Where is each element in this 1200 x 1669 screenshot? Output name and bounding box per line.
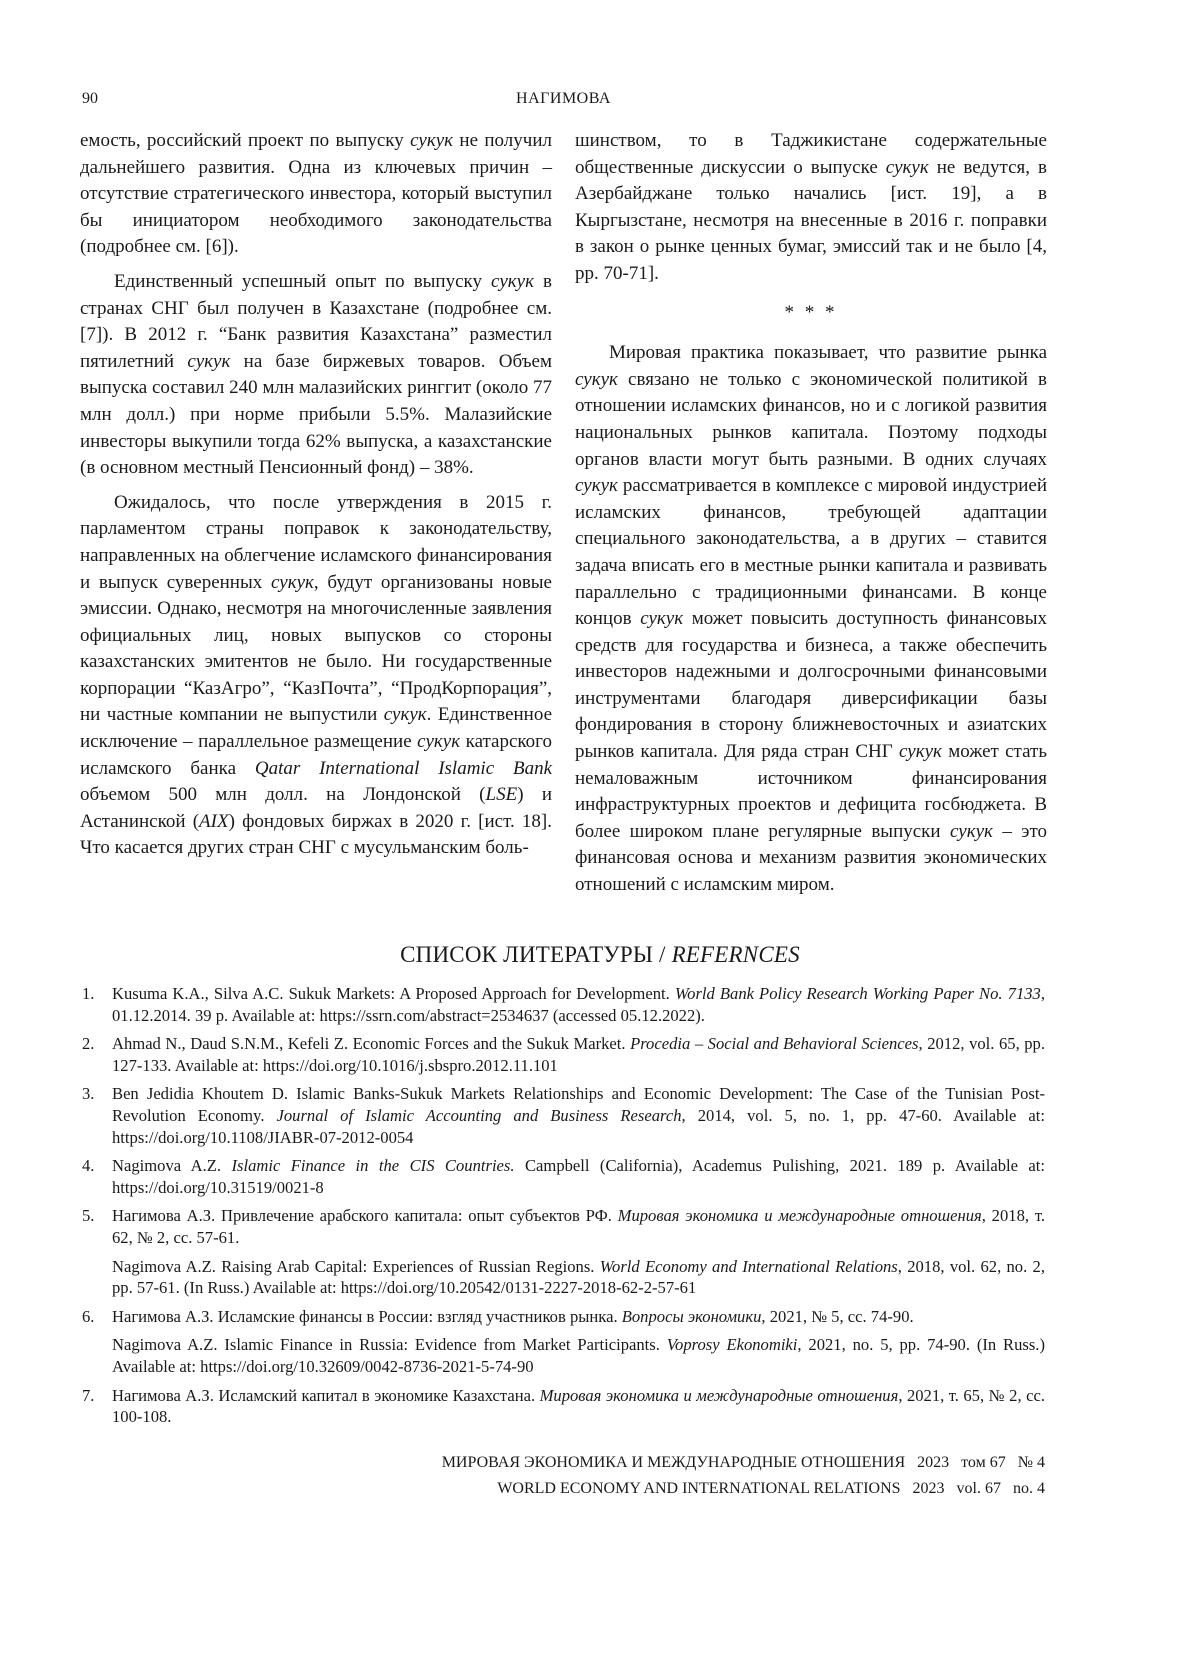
text-run: на базе биржевых товаров. Объем выпуска составил 240 млн малазийских ринггит (около 77 млн долл.) при норме прибыли 5.5%. Малазийские инвесторы выкупили тогда 62% выпуска, а казахстанские (в основном местный Пенсионный фонд) – 38%. (80, 351, 552, 478)
reference-item (82, 1083, 1045, 1148)
reference-item (82, 983, 1045, 1026)
text-run: Ben Jedidia Khoutem D. Islamic Banks-Sukuk Markets Relationships and Economic Development: The Case of the Tunisian Post-Revolution Economy. (112, 1084, 1045, 1125)
text-run: – это финансовая основа и механизм развития экономических отношений с исламским миром. (575, 821, 1047, 895)
italic-text: AIX (199, 811, 229, 832)
italic-text: сукук (575, 475, 618, 496)
text-run: Nagimova A.Z. Raising Arab Capital: Experiences of Russian Regions. (112, 1257, 600, 1276)
right-column-conclusion (575, 340, 1047, 898)
italic-text: сукук (491, 271, 534, 292)
text-run: рассматривается в комплексе с мировой индустрией исламских финансов, требующей адаптации специального законодательства, а в других – ставится задача вписать его в местные рынки капитала и развивать параллельно с традиционными финансами. В конце концов (575, 475, 1047, 629)
italic-text: Procedia – Social and Behavioral Sciences (630, 1034, 918, 1053)
italic-text: Мировая экономика и международные отношения (540, 1386, 899, 1405)
text-run: Нагимова А.З. Исламский капитал в экономике Казахстана. (112, 1386, 540, 1405)
reference-number: 6. (82, 1306, 94, 1328)
reference-item (82, 1306, 1045, 1328)
footer-journal-ru: МИРОВАЯ ЭКОНОМИКА И МЕЖДУНАРОДНЫЕ ОТНОШЕНИЯ 2023 том 67 № 4 (442, 1454, 1045, 1472)
italic-text: World Bank Policy Research Working Paper No. 7133 (675, 984, 1041, 1003)
italic-text: Мировая экономика и международные отношения (618, 1206, 982, 1225)
reference-item (82, 1385, 1045, 1428)
italic-text: сукук (640, 608, 683, 629)
italic-text: World Economy and International Relations (600, 1257, 898, 1276)
italic-text: сукук (950, 821, 993, 842)
text-run: ) и Астанинской ( (80, 784, 552, 832)
reference-item (82, 1334, 1045, 1377)
text-run: Ahmad N., Daud S.N.M., Kefeli Z. Economic Forces and the Sukuk Market. (112, 1034, 630, 1053)
text-run: . Единственное исключение – параллельное размещение (80, 704, 552, 752)
paragraph (80, 128, 552, 261)
italic-text: Qatar International Islamic Bank (255, 758, 552, 779)
text-run: , 2014, vol. 5, no. 1, pp. 47-60. Available at: https://doi.org/10.1108/JIABR-07-2012-0054 (112, 1106, 1045, 1147)
text-run: , 2021, no. 5, pp. 74-90. (In Russ.) Available at: https://doi.org/10.32609/0042-8736-2021-5-74-90 (112, 1335, 1045, 1376)
paragraph (575, 128, 1047, 288)
text-run: не получил дальнейшего развития. Одна из ключевых причин – отсутствие стратегического инвестора, который выступил бы инициатором необходимого законодательства (подробнее см. [6]). (80, 130, 552, 257)
italic-text: сукук (899, 741, 942, 762)
paragraph (80, 269, 552, 482)
text-run: Ожидалось, что после утверждения в 2015 г. парламентом страны поправок к законодательству, направленных на облегчение исламского финансирования и выпуск суверенных (80, 492, 552, 593)
text-run: , будут организованы новые эмиссии. Однако, несмотря на многочисленные заявления официальных лиц, новых выпусков со стороны казахстанских эмитентов не было. Ни государственные корпорации “КазАгро”, “КазПочта”, “ПродКорпорация”, ни частные компании не выпустили (80, 572, 552, 726)
reference-number: 7. (82, 1385, 94, 1407)
section-separator: * * * (575, 300, 1047, 327)
text-run: емость, российский проект по выпуску (80, 130, 410, 151)
text-run: , 2018, vol. 62, no. 2, pp. 57-61. (In Russ.) Available at: https://doi.org/10.20542/0131-2227-2018-62-2-57-61 (112, 1257, 1045, 1298)
reference-number: 5. (82, 1205, 94, 1227)
text-run: в странах СНГ был получен в Казахстане (подробнее см. [7]). В 2012 г. “Банк развития Казахстана” разместил пятилетний (80, 271, 552, 372)
right-column-top (575, 128, 1047, 288)
text-run: катарского исламского банка (80, 731, 552, 779)
text-run: Нагимова А.З. Исламские финансы в России: взгляд участников рынка. (112, 1307, 622, 1326)
text-run: , 2021, т. 65, № 2, сс. 100-108. (112, 1386, 1045, 1427)
reference-item (82, 1205, 1045, 1248)
italic-text: сукук (410, 130, 453, 151)
reference-item (82, 1155, 1045, 1198)
italic-text: сукук (575, 369, 618, 390)
text-run: ) фондовых биржах в 2020 г. [ист. 18]. Что касается других стран СНГ с мусульманским боль- (80, 811, 552, 859)
text-run: Nagimova A.Z. (112, 1156, 231, 1175)
text-run: может повысить доступность финансовых средств для государства и бизнеса, а также обеспечить инвесторов надежными и долгосрочными финансовыми инструментами благодаря диверсификации базы фондирования в сторону ближневосточных и азиатских рынков капитала. Для ряда стран СНГ (575, 608, 1047, 762)
italic-text: сукук (187, 351, 230, 372)
page-header (82, 90, 1045, 114)
footer-journal-en: WORLD ECONOMY AND INTERNATIONAL RELATIONS 2023 vol. 67 no. 4 (497, 1480, 1045, 1498)
italic-text: сукук (271, 572, 314, 593)
running-title: НАГИМОВА (82, 90, 1045, 108)
text-run: Нагимова А.З. Привлечение арабского капитала: опыт субъектов РФ. (112, 1206, 618, 1225)
reference-number: 3. (82, 1083, 94, 1105)
italic-text: Voprosy Ekonomiki (667, 1335, 798, 1354)
text-run: Kusuma K.A., Silva A.C. Sukuk Markets: A Proposed Approach for Development. (112, 984, 675, 1003)
italic-text: сукук (886, 157, 929, 178)
italic-text: LSE (486, 784, 518, 805)
references-list (82, 983, 1045, 1435)
text-run: Единственный успешный опыт по выпуску (114, 271, 491, 292)
reference-item (82, 1256, 1045, 1299)
paragraph (80, 490, 552, 862)
reference-item (82, 1033, 1045, 1076)
references-title-ru: СПИСОК ЛИТЕРАТУРЫ / (400, 942, 671, 967)
text-run: не ведутся, в Азербайджане только начались [ист. 19], а в Кыргызстане, несмотря на внесенные в 2016 г. поправки в закон о рынке ценных бумаг, эмиссий так и не было [4, pp. 70-71]. (575, 157, 1047, 284)
text-run: Nagimova A.Z. Islamic Finance in Russia: Evidence from Market Participants. (112, 1335, 667, 1354)
text-run: Мировая практика показывает, что развитие рынка (609, 342, 1047, 363)
italic-text: Journal of Islamic Accounting and Business Research (277, 1106, 682, 1125)
reference-number: 2. (82, 1033, 94, 1055)
references-title-en: REFERNCES (672, 942, 800, 967)
text-run: связано не только с экономической политикой в отношении исламских финансов, но и с логикой развития национальных рынков капитала. Поэтому подходы органов власти могут быть разными. В одних случаях (575, 369, 1047, 470)
left-column (80, 128, 552, 870)
reference-number: 4. (82, 1155, 94, 1177)
text-run: , 2012, vol. 65, pp. 127-133. Available at: https://doi.org/10.1016/j.sbspro.2012.11.101 (112, 1034, 1045, 1075)
italic-text: Вопросы экономики (622, 1307, 762, 1326)
text-run: шинством, то в Таджикистане содержательные общественные дискуссии о выпуске (575, 130, 1047, 178)
page-number: 90 (82, 90, 98, 108)
text-run: , 2018, т. 62, № 2, сс. 57-61. (112, 1206, 1045, 1247)
reference-number: 1. (82, 983, 94, 1005)
text-run: Campbell (California), Academus Pulishing, 2021. 189 p. Available at: https://doi.org/10.31519/0021-8 (112, 1156, 1045, 1197)
text-run: , 01.12.2014. 39 p. Available at: https://ssrn.com/abstract=2534637 (accessed 05.12.2022). (112, 984, 1045, 1025)
italic-text: сукук (384, 704, 427, 725)
italic-text: Islamic Finance in the CIS Countries. (231, 1156, 514, 1175)
text-run: , 2021, № 5, сс. 74-90. (761, 1307, 913, 1326)
text-run: может стать немаловажным источником финансирования инфраструктурных проектов и дефицита госбюджета. В более широком плане регулярные выпуски (575, 741, 1047, 842)
paragraph (575, 340, 1047, 898)
right-column (575, 128, 1047, 907)
italic-text: сукук (417, 731, 460, 752)
text-run: объемом 500 млн долл. на Лондонской ( (80, 784, 486, 805)
references-title (0, 942, 1200, 968)
